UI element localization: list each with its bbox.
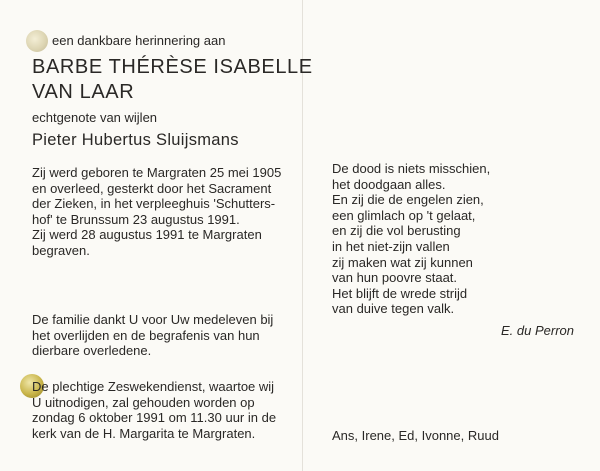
poem-line: En zij die de engelen zien, — [332, 192, 484, 208]
bio-line: hof' te Brunssum 23 augustus 1991. — [32, 211, 240, 227]
poem-line: en zij die vol berusting — [332, 223, 461, 239]
bio-line: en overleed, gesterkt door het Sacrament — [32, 180, 272, 196]
bio-line: der Zieken, in het verpleeghuis 'Schutters- — [32, 196, 276, 212]
service-line: De plechtige Zeswekendienst, waartoe wij — [32, 379, 275, 394]
bio-line: begraven. — [32, 242, 90, 258]
service-line: U uitnodigen, zal gehouden worden op — [32, 394, 255, 410]
spouse-name: Pieter Hubertus Sluijsmans — [32, 131, 239, 149]
bio-line: Zij werd 28 augustus 1991 te Margraten — [32, 227, 262, 243]
poem-author: E. du Perron — [501, 323, 574, 338]
poem-line: De dood is niets misschien, — [332, 161, 491, 176]
poem-line: een glimlach op 't gelaat, — [332, 207, 476, 223]
poem-line: Het blijft de wrede strijd — [332, 285, 468, 301]
punch-hole-top — [26, 30, 48, 52]
poem-line: van duive tegen valk. — [332, 301, 455, 317]
poem — [332, 161, 490, 317]
thanks-line: het overlijden en de begrafenis van hun — [32, 327, 260, 343]
service-line: kerk van de H. Margarita te Margraten. — [32, 425, 256, 441]
poem-line: het doodgaan alles. — [332, 176, 446, 192]
poem-line: zij maken wat zij kunnen — [332, 254, 473, 270]
spouse-intro: echtgenote van wijlen — [32, 110, 158, 125]
bio-line: Zij werd geboren te Margraten 25 mei 1905 — [32, 165, 282, 180]
deceased-name-line-1: BARBE THÉRÈSE ISABELLE — [32, 56, 313, 78]
service-block — [32, 379, 276, 441]
bio-block — [32, 165, 281, 259]
poem-line: van hun poovre staat. — [332, 270, 458, 286]
service-line: zondag 6 oktober 1991 om 11.30 uur in de — [32, 410, 277, 426]
poem-line: in het niet-zijn vallen — [332, 238, 450, 254]
deceased-name-line-2: VAN LAAR — [32, 81, 135, 103]
thanks-line: dierbare overledene. — [32, 343, 152, 359]
thanks-block — [32, 312, 273, 359]
signatories: Ans, Irene, Ed, Ivonne, Ruud — [332, 428, 499, 443]
thanks-line: De familie dankt U voor Uw medeleven bij — [32, 312, 274, 327]
intro-text: een dankbare herinnering aan — [52, 33, 226, 48]
